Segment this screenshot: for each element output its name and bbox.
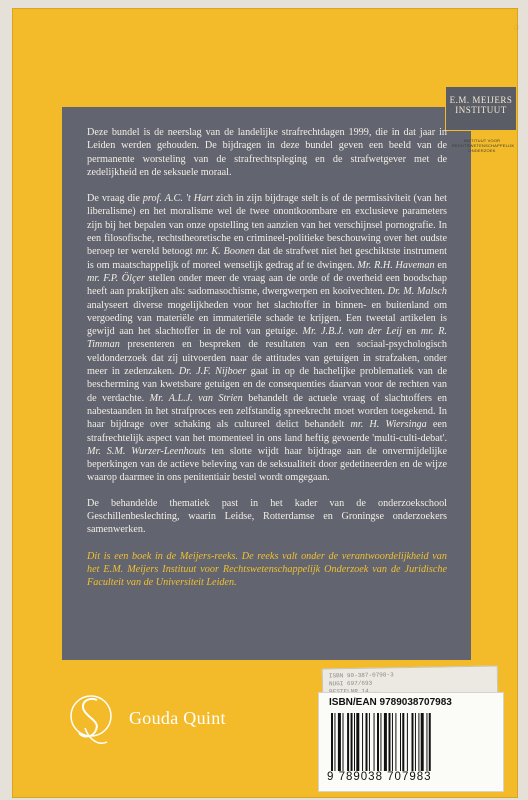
barcode-sticker bbox=[318, 692, 504, 792]
paragraph-series-note: Dit is een boek in de Meijers-reeks. De reeks valt onder de verantwoordelijkheid van het E.M. Meijers Instituut voor Rechtswetenschappelijk Onderzoek van de Juridische Faculteit van de Universiteit Leiden. bbox=[87, 550, 447, 589]
logo-subtitle: INSTITUUT VOOR RECHTSWETENSCHAPPELIJK ONDERZOEK bbox=[452, 138, 515, 153]
paragraph-research-school: De behandelde thematiek past in het kader van de onderzoekschool Geschillenbeslechting, waarin Leidse, Rotterdamse en Groningse onderzoekers samenwerken. bbox=[87, 497, 447, 536]
logo-line-1: E.M. MEIJERS bbox=[449, 95, 513, 105]
isbn-label: ISBN/EAN 9789038707983 bbox=[329, 697, 452, 708]
paragraph-contributions: De vraag die prof. A.C. 't Hart zich in zijn bijdrage stelt is of de permissiviteit (van het liberalisme) en het moralisme wel de twee onontkoombare en exclusieve parameters zijn bij het bepalen van onze opstelling ten aanzien van het verschijnsel pornografie. In een filosofische, rechtstheoretische en crimineel-politieke beschouwing over het oudste beroep ter wereld betoogt mr. K. Boonen dat de strafwet niet het geschiktste instrument is om maatschappelijk of moreel wenselijk gedrag af te dwingen. Mr. R.H. Haveman en mr. F.P. Ölçer stellen onder meer de vraag aan de orde of de overheid een boodschap heeft aan praktijken als: sadomasochisme, dwergwerpen en kooivechten. Dr. M. Malsch analyseert diverse mogelijkheden voor het slachtoffer in binnen- en buitenland om vergoeding van materiële en immateriële schade te krijgen. Een tweetal artikelen is gewijd aan het slachtoffer in de rol van getuige. Mr. J.B.J. van der Leij en mr. R. Timman presenteren en bespreken de resultaten van een sociaal-psychologisch veldonderzoek dat zij uitvoerden naar de attitudes van getuigen in strafzaken, onder meer in zedenzaken. Dr. J.F. Nijboer gaat in op de hachelijke problematiek van de bescherming van kwetsbare getuigen en de consequenties daarvan voor de rechten van de verdachte. Mr. A.L.J. van Strien behandelt de actuele vraag of slachtoffers en nabestaanden in het strafproces een zelfstandig spreekrecht moet worden toegekend. In haar bijdrage over schaking als cultureel delict behandelt mr. H. Wiersinga een strafrechtelijk aspect van het momenteel in ons land heftig gevoerde 'multi-culti-debat'. Mr. S.M. Wurzer-Leenhouts ten slotte wijdt haar bijdrage aan de onvermijdelijke beperkingen van de actieve beleving van de seksualiteit door gedetineerden en de wijze waarop daarmee in ons penitentiair bestel wordt omgegaan. bbox=[87, 193, 448, 484]
logo-line-2: INSTITUUT bbox=[455, 105, 507, 115]
corner-pencil-mark: ◌ bbox=[511, 22, 522, 33]
price-sticker: ISBN 90-387-0798-3 NUGI 697/693 bbox=[322, 665, 499, 700]
publisher-name: Gouda Quint bbox=[129, 707, 226, 728]
back-cover-text bbox=[87, 126, 447, 603]
meijers-institute-logo bbox=[445, 86, 517, 131]
paragraph-intro: Deze bundel is de neerslag van de landelijke strafrechtdagen 1999, die in dat jaar in Leiden werden gehouden. De bijdragen in deze bundel geven een beeld van de permanente worsteling van de strafrechtspleging en de strafwetgever met de zedelijkheid en de seksuele moraal. bbox=[87, 127, 447, 178]
barcode-number: 9 789038 707983 bbox=[327, 771, 432, 783]
gouda-quint-monogram-icon bbox=[67, 688, 115, 748]
publisher-brand bbox=[67, 688, 226, 748]
barcode-icon bbox=[331, 713, 481, 771]
